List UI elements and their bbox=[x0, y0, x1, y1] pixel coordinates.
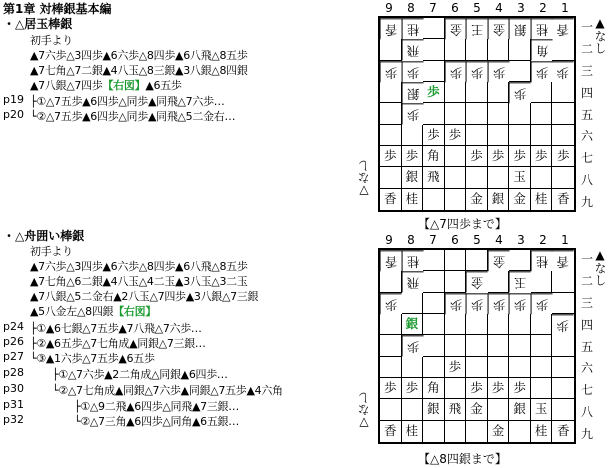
moved-piece: 歩 bbox=[423, 82, 445, 103]
sente-piece: 銀 bbox=[488, 189, 510, 210]
board1-gote-hand: ▽なし bbox=[357, 160, 371, 198]
board-square bbox=[466, 314, 488, 335]
sente-piece: 歩 bbox=[466, 378, 488, 399]
sente-piece: 飛 bbox=[423, 167, 445, 188]
section2-branch-0: ├①▲6七銀△7五歩▲7八飛△7六歩… bbox=[30, 322, 202, 335]
section2-line-0: 初手より bbox=[30, 245, 73, 258]
section2-branch-2: └③▲1六歩△7五歩▲6五歩 bbox=[30, 352, 155, 365]
board-coordinate-label: 1 bbox=[561, 1, 569, 15]
board-square bbox=[445, 39, 467, 60]
board-square bbox=[509, 103, 531, 124]
section2-branch-page-2: p27 bbox=[3, 350, 24, 363]
sente-piece: 歩 bbox=[402, 378, 424, 399]
board2-gote-hand: ▽なし bbox=[357, 392, 371, 430]
board-square bbox=[488, 39, 510, 60]
gote-piece: 金 bbox=[445, 18, 467, 39]
gote-piece: 銀 bbox=[402, 82, 424, 103]
gote-piece: 金 bbox=[488, 250, 510, 271]
board-coordinate-label: 六 bbox=[581, 361, 594, 376]
sente-piece: 桂 bbox=[531, 189, 553, 210]
board-coordinate-label: 三 bbox=[581, 295, 594, 310]
board-square bbox=[423, 61, 445, 82]
board-square bbox=[423, 39, 445, 60]
board1-grid bbox=[378, 16, 576, 212]
board-square bbox=[445, 421, 467, 442]
board-square bbox=[531, 378, 553, 399]
gote-piece: 金 bbox=[466, 271, 488, 292]
board-square bbox=[380, 399, 402, 420]
section2-branch-4: └②△7七角成▲同銀△7六歩▲同銀△7五歩▲4六角 bbox=[52, 384, 283, 397]
board-coordinate-label: 九 bbox=[581, 194, 594, 209]
board-coordinate-label: 七 bbox=[581, 151, 594, 166]
board-square bbox=[402, 293, 424, 314]
board-coordinate-label: 8 bbox=[407, 233, 415, 247]
board-coordinate-label: 五 bbox=[581, 339, 594, 354]
gote-piece: 歩 bbox=[531, 61, 553, 82]
board-square bbox=[488, 82, 510, 103]
sente-piece: 桂 bbox=[531, 421, 553, 442]
board-square bbox=[466, 357, 488, 378]
board-square bbox=[509, 39, 531, 60]
board-coordinate-label: 5 bbox=[473, 233, 481, 247]
gote-piece: 角 bbox=[531, 39, 553, 60]
gote-piece: 香 bbox=[380, 18, 402, 39]
board-square bbox=[380, 39, 402, 60]
section2-branch-page-1: p26 bbox=[3, 335, 24, 348]
gote-piece: 玉 bbox=[509, 271, 531, 292]
section1-branch-1: └②△7五歩▲6四歩△同歩▲同飛△5二金右… bbox=[30, 110, 236, 123]
board-square bbox=[552, 125, 574, 146]
board-coordinate-label: 4 bbox=[495, 1, 503, 15]
sente-piece: 歩 bbox=[423, 125, 445, 146]
board-square bbox=[552, 39, 574, 60]
section2-line-2: ▲7七角△6二銀▲4八玉△4二玉▲3八玉△3二玉 bbox=[30, 275, 248, 288]
board-square bbox=[445, 103, 467, 124]
sente-piece: 歩 bbox=[531, 146, 553, 167]
section1-title: ・△居玉棒銀 bbox=[3, 17, 73, 31]
board-coordinate-label: 2 bbox=[539, 1, 547, 15]
board-coordinate-label: 七 bbox=[581, 383, 594, 398]
board-square bbox=[531, 357, 553, 378]
board-coordinate-label: 7 bbox=[429, 233, 437, 247]
board-coordinate-label: 四 bbox=[581, 317, 594, 332]
section1-branch-0: ├①△7五歩▲6四歩△同歩▲同飛△7六歩… bbox=[30, 95, 225, 108]
sente-piece: 桂 bbox=[402, 421, 424, 442]
gote-piece: 桂 bbox=[402, 250, 424, 271]
board-square bbox=[380, 335, 402, 356]
board-square bbox=[488, 357, 510, 378]
board-square bbox=[423, 314, 445, 335]
sente-piece: 歩 bbox=[509, 378, 531, 399]
board-square bbox=[466, 421, 488, 442]
board-coordinate-label: 四 bbox=[581, 85, 594, 100]
sente-piece: 桂 bbox=[402, 189, 424, 210]
board-coordinate-label: 二 bbox=[581, 42, 594, 57]
gote-piece: 歩 bbox=[466, 61, 488, 82]
board-square bbox=[488, 399, 510, 420]
gote-piece: 歩 bbox=[445, 61, 467, 82]
board-coordinate-label: 八 bbox=[581, 172, 594, 187]
board-square bbox=[509, 314, 531, 335]
sente-piece: 歩 bbox=[509, 146, 531, 167]
board-square bbox=[509, 421, 531, 442]
sente-piece: 銀 bbox=[423, 399, 445, 420]
board-square bbox=[488, 167, 510, 188]
board-square bbox=[423, 335, 445, 356]
gote-piece: 桂 bbox=[531, 250, 553, 271]
gote-piece: 歩 bbox=[402, 103, 424, 124]
board-square bbox=[445, 146, 467, 167]
gote-piece: 歩 bbox=[380, 61, 402, 82]
board1-caption: 【△7四歩まで】 bbox=[418, 217, 507, 231]
sente-piece: 玉 bbox=[509, 167, 531, 188]
sente-piece: 金 bbox=[466, 399, 488, 420]
section2-branch-3: ├①△7六歩▲2二角成△同銀▲6四歩… bbox=[52, 368, 228, 381]
gote-piece: 香 bbox=[380, 250, 402, 271]
gote-piece: 桂 bbox=[531, 18, 553, 39]
gote-piece: 歩 bbox=[380, 293, 402, 314]
section1-ref-link[interactable]: 【右図】 bbox=[102, 79, 146, 92]
board-coordinate-label: 3 bbox=[517, 1, 525, 15]
board-square bbox=[509, 61, 531, 82]
board-square bbox=[466, 125, 488, 146]
sente-piece: 歩 bbox=[466, 146, 488, 167]
board-square bbox=[445, 335, 467, 356]
gote-piece: 歩 bbox=[531, 293, 553, 314]
board-coordinate-label: 九 bbox=[581, 426, 594, 441]
gote-piece: 王 bbox=[466, 18, 488, 39]
board-square bbox=[423, 18, 445, 39]
board1-sente-hand: ▲なし bbox=[593, 16, 607, 54]
board-square bbox=[509, 357, 531, 378]
board-square bbox=[509, 125, 531, 146]
section1-line-3-moves: ▲7八銀△7四歩 bbox=[30, 79, 103, 92]
board-square bbox=[531, 103, 553, 124]
gote-piece: 歩 bbox=[488, 61, 510, 82]
sente-piece: 香 bbox=[380, 189, 402, 210]
board-square bbox=[445, 250, 467, 271]
board-square bbox=[488, 125, 510, 146]
board-square bbox=[466, 167, 488, 188]
section1-line-1: ▲7六歩△3四歩▲6六歩△8四歩▲6八飛△8五歩 bbox=[30, 49, 248, 62]
section2-line-1: ▲7六歩△3四歩▲6六歩△8四歩▲6八飛△8五歩 bbox=[30, 260, 248, 273]
board-square bbox=[552, 271, 574, 292]
board-square bbox=[552, 378, 574, 399]
board-square bbox=[380, 271, 402, 292]
board-coordinate-label: 9 bbox=[385, 233, 393, 247]
board-square bbox=[488, 314, 510, 335]
sente-piece: 金 bbox=[509, 189, 531, 210]
board-square bbox=[488, 271, 510, 292]
board-square bbox=[445, 189, 467, 210]
board-square bbox=[423, 271, 445, 292]
gote-piece: 銀 bbox=[509, 18, 531, 39]
gote-piece: 香 bbox=[552, 18, 574, 39]
section2-title: ・△舟囲い棒銀 bbox=[3, 229, 85, 243]
gote-piece: 香 bbox=[552, 250, 574, 271]
section2-branch-page-5: p31 bbox=[3, 398, 24, 411]
chapter-title: 第1章 対棒銀基本編 bbox=[3, 2, 112, 16]
board-square bbox=[531, 167, 553, 188]
board-square bbox=[531, 314, 553, 335]
board-square bbox=[509, 335, 531, 356]
gote-piece: 歩 bbox=[402, 61, 424, 82]
board2-col-numbers bbox=[378, 233, 576, 247]
sente-piece: 金 bbox=[488, 421, 510, 442]
board-square bbox=[466, 103, 488, 124]
section1-branch-page-0: p19 bbox=[3, 93, 24, 106]
board-square bbox=[380, 167, 402, 188]
sente-piece: 銀 bbox=[509, 399, 531, 420]
board-coordinate-label: 4 bbox=[495, 233, 503, 247]
sente-piece: 歩 bbox=[380, 146, 402, 167]
section2-ref-link[interactable]: 【右図】 bbox=[113, 305, 157, 318]
section2-branch-page-6: p32 bbox=[3, 413, 24, 426]
gote-piece: 歩 bbox=[445, 293, 467, 314]
board-square bbox=[445, 82, 467, 103]
gote-piece: 桂 bbox=[402, 18, 424, 39]
sente-piece: 歩 bbox=[488, 378, 510, 399]
section2-branch-page-4: p30 bbox=[3, 382, 24, 395]
board-square bbox=[488, 335, 510, 356]
sente-piece: 角 bbox=[423, 378, 445, 399]
board-square bbox=[445, 271, 467, 292]
board-square bbox=[531, 271, 553, 292]
gote-piece: 歩 bbox=[509, 82, 531, 103]
board-square bbox=[552, 399, 574, 420]
board-square bbox=[445, 167, 467, 188]
board-square bbox=[466, 335, 488, 356]
sente-piece: 香 bbox=[556, 191, 570, 207]
sente-piece: 歩 bbox=[402, 146, 424, 167]
board-square bbox=[552, 82, 574, 103]
board-square bbox=[402, 399, 424, 420]
board-coordinate-label: 6 bbox=[451, 233, 459, 247]
gote-piece: 歩 bbox=[552, 61, 574, 82]
gote-piece: 歩 bbox=[552, 314, 574, 335]
sente-piece: 香 bbox=[380, 421, 402, 442]
board-square bbox=[423, 189, 445, 210]
sente-piece: 玉 bbox=[531, 399, 553, 420]
sente-piece: 歩 bbox=[445, 357, 467, 378]
board1-col-numbers bbox=[378, 1, 576, 15]
gote-piece: 金 bbox=[488, 18, 510, 39]
board-coordinate-label: 7 bbox=[429, 1, 437, 15]
board-coordinate-label: 一 bbox=[581, 252, 594, 267]
board-square bbox=[423, 103, 445, 124]
board-coordinate-label: 5 bbox=[473, 1, 481, 15]
board-coordinate-label: 二 bbox=[581, 274, 594, 289]
board-coordinate-label: 八 bbox=[581, 404, 594, 419]
board-coordinate-label: 1 bbox=[561, 233, 569, 247]
board-coordinate-label: 9 bbox=[385, 1, 393, 15]
section1-branch-page-1: p20 bbox=[3, 108, 24, 121]
sente-piece: 香 bbox=[556, 423, 570, 439]
section2-line-3: ▲7八銀△5二金右▲2八玉△7四歩▲3八銀△7三銀 bbox=[30, 290, 259, 303]
section2-branch-5: ├①△9二飛▲6四歩△同飛▲7三銀… bbox=[74, 400, 239, 413]
board2-sente-hand: ▲なし bbox=[593, 248, 607, 286]
gote-piece: 歩 bbox=[488, 293, 510, 314]
board-coordinate-label: 3 bbox=[517, 233, 525, 247]
section1-line-3 bbox=[30, 77, 182, 93]
moved-piece: 銀 bbox=[402, 314, 424, 335]
board-square bbox=[466, 250, 488, 271]
board-square bbox=[466, 82, 488, 103]
board-square bbox=[423, 250, 445, 271]
sente-piece: 金 bbox=[466, 189, 488, 210]
gote-piece: 歩 bbox=[402, 335, 424, 356]
gote-piece: 歩 bbox=[466, 293, 488, 314]
sente-piece: 歩 bbox=[445, 125, 467, 146]
board-square bbox=[466, 39, 488, 60]
gote-piece: 飛 bbox=[402, 271, 424, 292]
board-square bbox=[552, 167, 574, 188]
board-square bbox=[380, 103, 402, 124]
board-square bbox=[380, 357, 402, 378]
board-square bbox=[531, 335, 553, 356]
board-coordinate-label: 2 bbox=[539, 233, 547, 247]
board-square bbox=[445, 378, 467, 399]
board-square bbox=[552, 103, 574, 124]
sente-piece: 歩 bbox=[552, 146, 574, 167]
section2-branch-page-0: p24 bbox=[3, 320, 24, 333]
section2-branch-6: └②△7三角▲6四歩△同角▲6五銀… bbox=[74, 415, 239, 428]
board-square bbox=[423, 293, 445, 314]
board-coordinate-label: 8 bbox=[407, 1, 415, 15]
board-coordinate-label: 三 bbox=[581, 63, 594, 78]
sente-piece: 歩 bbox=[488, 146, 510, 167]
board2-grid bbox=[378, 248, 576, 444]
section1-line-0: 初手より bbox=[30, 34, 73, 47]
board-square bbox=[509, 250, 531, 271]
board-square bbox=[380, 125, 402, 146]
board-square bbox=[552, 293, 574, 314]
board-coordinate-label: 一 bbox=[581, 20, 594, 35]
section2-line-4 bbox=[30, 303, 156, 319]
gote-piece: 歩 bbox=[509, 293, 531, 314]
board-coordinate-label: 6 bbox=[451, 1, 459, 15]
board-coordinate-label: 五 bbox=[581, 107, 594, 122]
board-coordinate-label: 六 bbox=[581, 129, 594, 144]
board-square bbox=[380, 314, 402, 335]
board2-caption: 【△8四銀まで】 bbox=[418, 452, 507, 466]
sente-piece: 銀 bbox=[402, 167, 424, 188]
section2-branch-page-3: p28 bbox=[3, 366, 24, 379]
sente-piece: 飛 bbox=[445, 399, 467, 420]
sente-piece: 歩 bbox=[380, 378, 402, 399]
board-square bbox=[423, 421, 445, 442]
board-square bbox=[423, 357, 445, 378]
sente-piece: 角 bbox=[423, 146, 445, 167]
board-square bbox=[531, 125, 553, 146]
section2-branch-1: ├②▲6五歩△7七角成▲同銀△7三銀… bbox=[30, 337, 206, 350]
section2-line-4-moves: ▲5八金左△8四銀 bbox=[30, 305, 114, 318]
board-square bbox=[552, 357, 574, 378]
board-square bbox=[402, 125, 424, 146]
board-square bbox=[402, 357, 424, 378]
board-square bbox=[552, 335, 574, 356]
board-square bbox=[445, 314, 467, 335]
board-square bbox=[488, 103, 510, 124]
section1-line-2: ▲7七角△7二銀▲4八玉△8三銀▲3八銀△8四銀 bbox=[30, 64, 248, 77]
gote-piece: 飛 bbox=[402, 39, 424, 60]
board-square bbox=[380, 82, 402, 103]
section1-line-3-after: ▲6五歩 bbox=[145, 79, 182, 92]
board-square bbox=[531, 82, 553, 103]
